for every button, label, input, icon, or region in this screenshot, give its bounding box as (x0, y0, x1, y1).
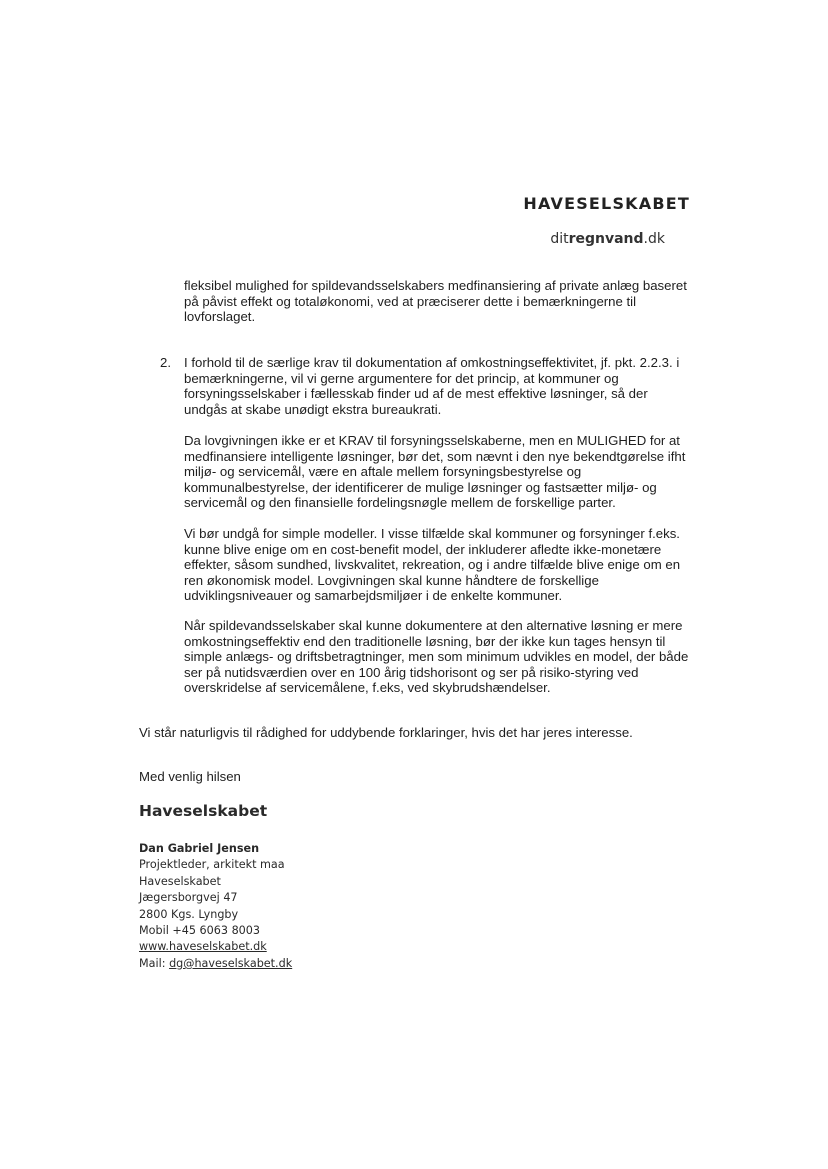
signature-title: Projektleder, arkitekt maa (139, 858, 285, 872)
list-number: 2. (160, 355, 171, 370)
signature-street: Jægersborgvej 47 (139, 891, 238, 905)
signature-phone: Mobil +45 6063 8003 (139, 924, 261, 938)
item2-paragraph-3: Vi bør undgå for simple modeller. I visse tilfælde skal kommuner og forsyninger f.eks. kunne blive enige om en cost-benefit model, der inkluderer afledte ikke-monetære effekter, såsom sundhed, livskvalitet, rekreation, og i andre tilfælde blive enige om en ren økonomisk model. Lovgivningen skal kunne håndtere de forskellige udviklingsniveauer og samarbejdsmiljøer i de enkelte kommuner. (184, 526, 681, 604)
signature-name: Dan Gabriel Jensen (139, 842, 260, 855)
closing-sentence: Vi står naturligvis til rådighed for uddybende forklaringer, hvis det har jeres interesse. (139, 725, 633, 740)
letterhead-website (550, 231, 665, 247)
signature-org: Haveselskabet (139, 874, 221, 888)
signature-company: Haveselskabet (139, 802, 268, 820)
signature-city: 2800 Kgs. Lyngby (139, 907, 239, 921)
letterhead-company: HAVESELSKABET (523, 194, 690, 213)
letterhead-website-pre: dit (550, 231, 569, 247)
paragraph-continued: fleksibel mulighed for spildevandsselskabers medfinansiering af private anlæg baseret på påvist effekt og totaløkonomi, ved at præciserer dette i bemærkningerne til lovforslaget. (184, 278, 687, 325)
signature-block (139, 841, 292, 972)
website-link[interactable]: www.haveselskabet.dk (139, 940, 267, 954)
mail-label: Mail: (139, 956, 170, 970)
item2-paragraph-4: Når spildevandsselskaber skal kunne dokumentere at den alternative løsning er mere omkostningseffektiv end den traditionelle løsning, bør der ikke kun tages hensyn til simple anlægs- og driftsbetragtninger, men som minimum udvikles en model, der både ser på nutidsværdien over en 100 årig tidshorisont og ser på risiko-styring ved overskridelse af servicemålene, f.eks, ved skybrudshændelser. (184, 618, 689, 696)
email-link[interactable]: dg@haveselskabet.dk (169, 956, 293, 970)
letterhead-website-bold: regnvand (568, 231, 644, 247)
item2-paragraph-1: I forhold til de særlige krav til dokumentation af omkostningseffektivitet, jf. pkt. 2.2.3. i bemærkningerne, vil vi gerne argumentere for det princip, at kommuner og forsyningsselskaber i fællesskab finder ud af de mest effektive løsninger, så der undgås at skabe unødigt ekstra bureaukrati. (184, 355, 680, 417)
letterhead-website-post: .dk (643, 231, 665, 247)
regards: Med venlig hilsen (139, 769, 241, 784)
item2-paragraph-2: Da lovgivningen ikke er et KRAV til forsyningsselskaberne, men en MULIGHED for at medfinansiere intelligente løsninger, bør det, som nævnt i den nye bekendtgørelse ifht miljø- og servicemål, være en aftale mellem forsyningsbestyrelse og kommunalbestyrelse, der identificerer de mulige løsninger og fastsætter miljø- og servicemål og den finansielle fordelingsnøgle mellem de forskellige parter. (184, 433, 686, 511)
